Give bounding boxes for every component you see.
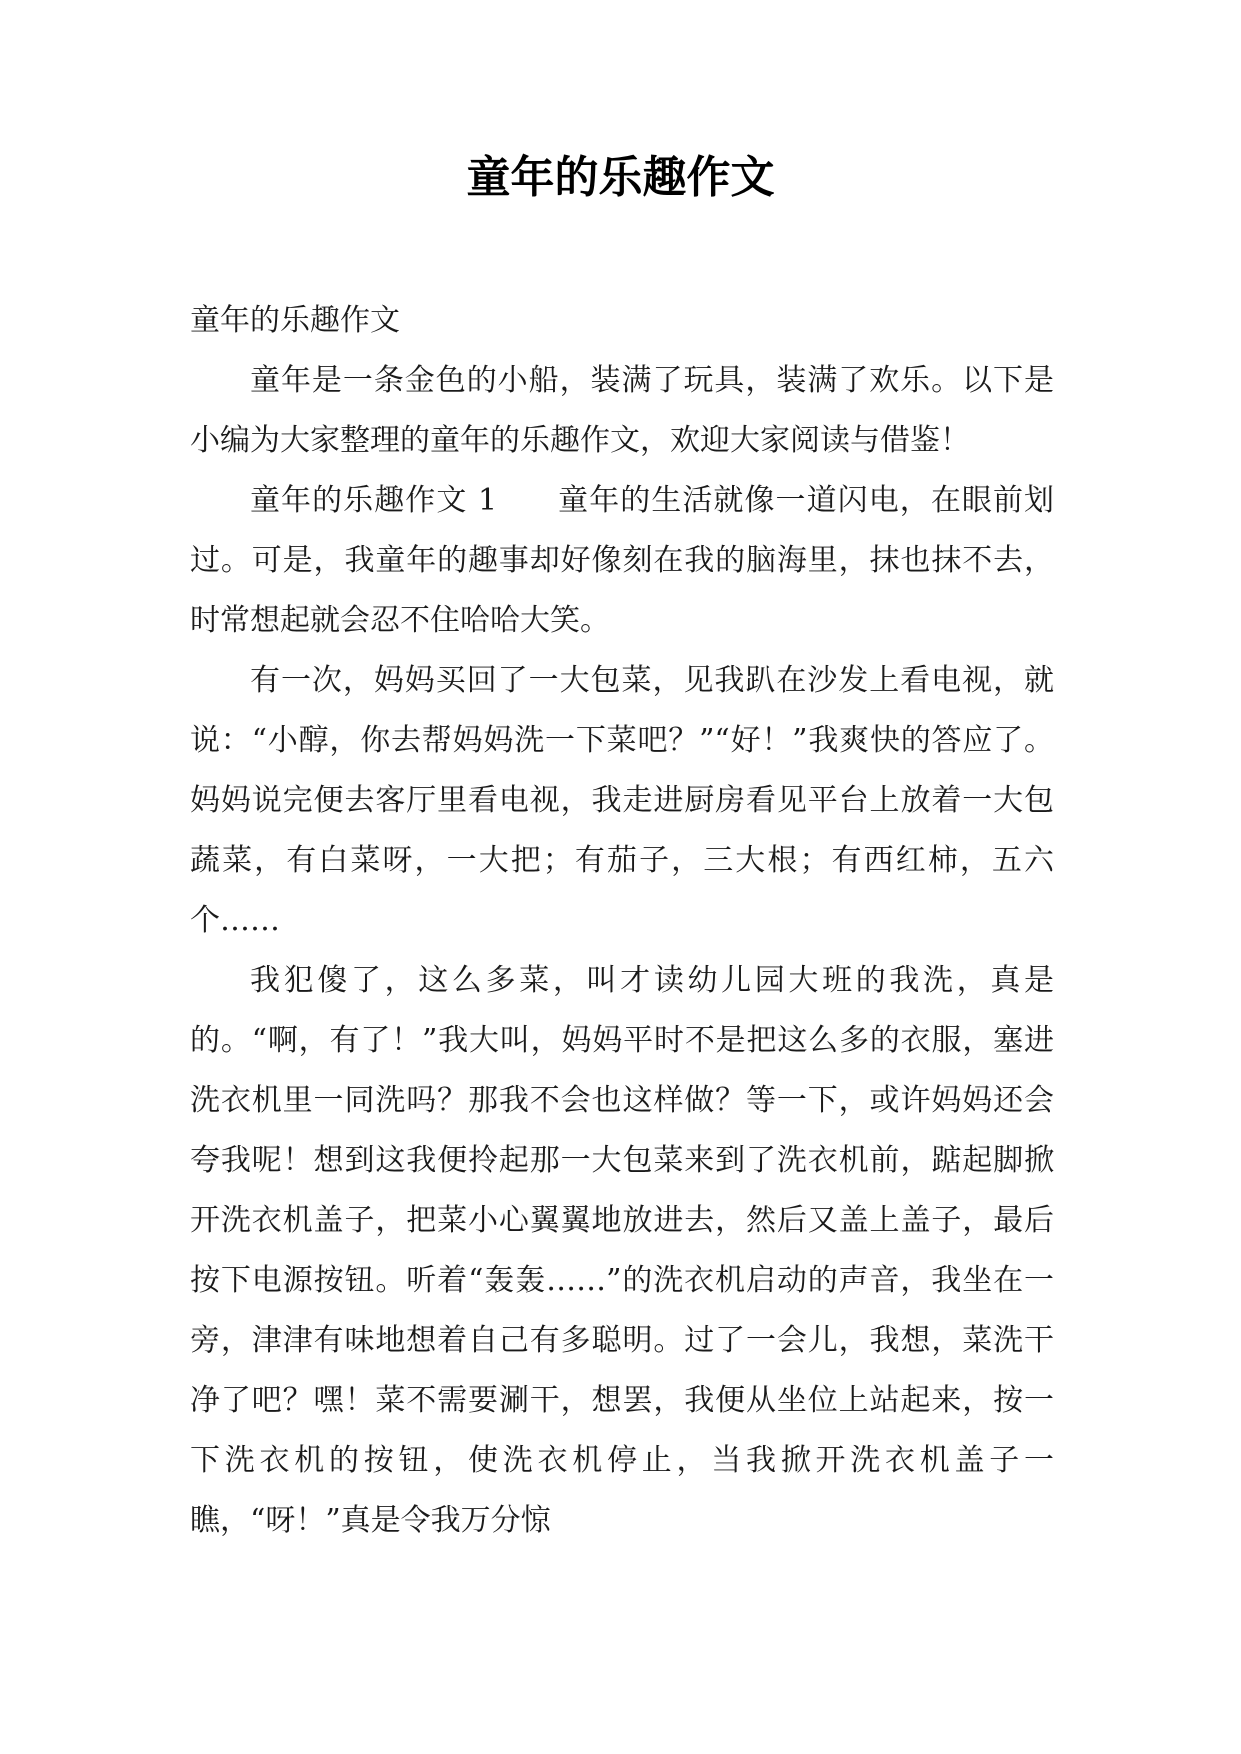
body-paragraph: 我犯傻了，这么多菜，叫才读幼儿园大班的我洗，真是的。“啊，有了！”我大叫，妈妈平时不是把这么多的衣服，塞进洗衣机里一同洗吗？那我不会也这样做？等一下，或许妈妈还会夸我呢！想到这我便拎起那一大包菜来到了洗衣机前，踮起脚掀开洗衣机盖子，把菜小心翼翼地放进去，然后又盖上盖子，最后按下电源按钮。听着“轰轰……”的洗衣机启动的声音，我坐在一旁，津津有味地想着自己有多聪明。过了一会儿，我想，菜洗干净了吧？嘿！菜不需要涮干，想罢，我便从坐位上站起来，按一下洗衣机的按钮，使洗衣机停止，当我掀开洗衣机盖子一瞧，“呀！”真是令我万分惊 bbox=[190, 963, 1054, 1538]
document-subtitle: 童年的乐趣作文 bbox=[190, 303, 400, 338]
essay-1-paragraph bbox=[190, 471, 1054, 651]
document-body bbox=[190, 291, 1054, 1551]
body-paragraph: 有一次，妈妈买回了一大包菜，见我趴在沙发上看电视，就说：“小醇，你去帮妈妈洗一下菜吧？”“好！”我爽快的答应了。妈妈说完便去客厅里看电视，我走进厨房看见平台上放着一大包蔬菜，有白菜呀，一大把；有茄子，三大根；有西红柿，五六个…… bbox=[190, 663, 1054, 938]
essay-1-opening-text: 童年的生活就像一道闪电，在眼前划过。可是，我童年的趣事却好像刻在我的脑海里，抹也抹不去，时常想起就会忍不住哈哈大笑。 bbox=[190, 483, 1055, 638]
intro-paragraph: 童年是一条金色的小船，装满了玩具，装满了欢乐。以下是小编为大家整理的童年的乐趣作文，欢迎大家阅读与借鉴！ bbox=[190, 363, 1054, 458]
essay-1-heading: 童年的乐趣作文 1 bbox=[250, 483, 498, 518]
document-title: 童年的乐趣作文 bbox=[466, 152, 775, 203]
